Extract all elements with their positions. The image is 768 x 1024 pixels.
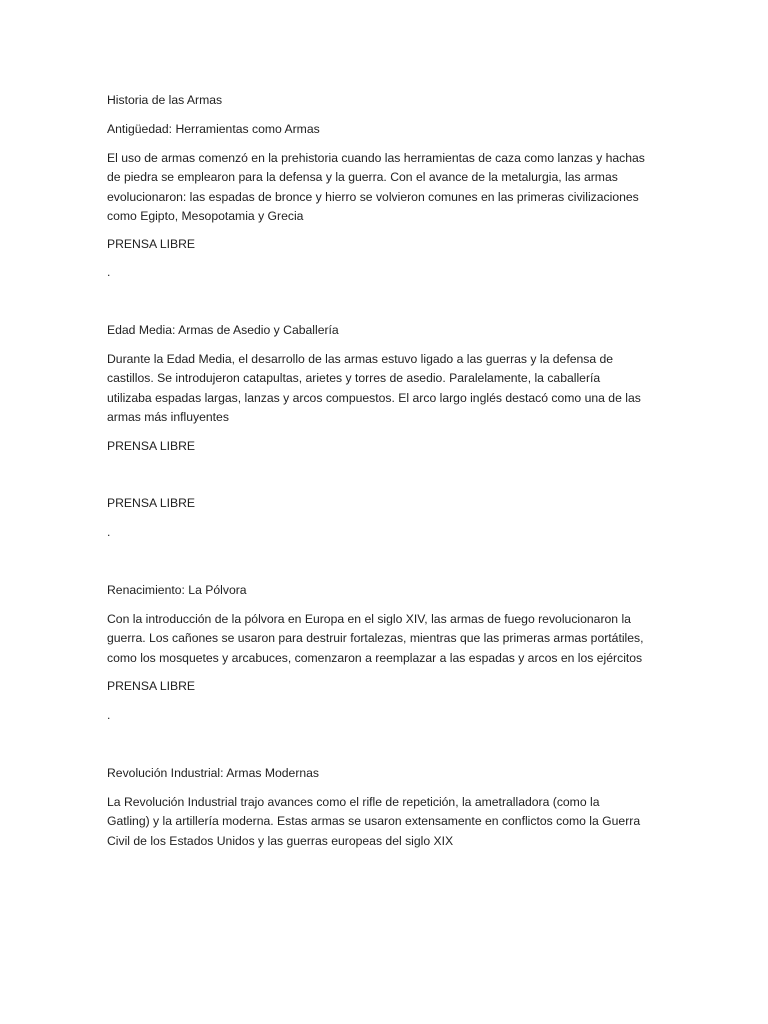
- paragraph-line: Con la introducción de la pólvora en Europa en el siglo XIV, las armas de fuego revolucionaron la: [107, 612, 631, 626]
- section-paragraph: [107, 793, 667, 851]
- paragraph-line: Durante la Edad Media, el desarrollo de las armas estuvo ligado a las guerras y la defensa de: [107, 352, 614, 366]
- dot-marker: .: [107, 525, 111, 539]
- paragraph-line: de piedra se emplearon para la defensa y la guerra. Con el avance de la metalurgia, las armas: [107, 170, 618, 185]
- document-page: [107, 0, 667, 1024]
- paragraph-line: como Egipto, Mesopotamia y Grecia: [107, 208, 304, 223]
- section-paragraph: [107, 149, 667, 226]
- paragraph-line: castillos. Se introdujeron catapultas, arietes y torres de asedio. Paralelamente, la caballería: [107, 371, 601, 386]
- section-heading: Edad Media: Armas de Asedio y Caballería: [107, 323, 339, 337]
- section-heading: Antigüedad: Herramientas como Armas: [107, 122, 320, 136]
- paragraph-line: armas más influyentes: [107, 409, 229, 424]
- paragraph-line: evolucionaron: las espadas de bronce y hierro se volvieron comunes en las primeras civilizaciones: [107, 189, 639, 204]
- source-label: PRENSA LIBRE: [107, 496, 196, 510]
- section-paragraph: [107, 610, 667, 668]
- section-paragraph: [107, 350, 667, 427]
- paragraph-line: El uso de armas comenzó en la prehistoria cuando las herramientas de caza como lanzas y hachas: [107, 151, 645, 165]
- source-label: PRENSA LIBRE: [107, 679, 196, 693]
- paragraph-line: La Revolución Industrial trajo avances como el rifle de repetición, la ametralladora (como la: [107, 795, 600, 809]
- paragraph-line: Gatling) y la artillería moderna. Estas armas se usaron extensamente en conflictos como la Guerra: [107, 814, 641, 829]
- source-label: PRENSA LIBRE: [107, 237, 196, 251]
- source-label: PRENSA LIBRE: [107, 439, 196, 453]
- section-heading: Renacimiento: La Pólvora: [107, 583, 247, 597]
- dot-marker: .: [107, 708, 111, 722]
- paragraph-line: como los mosquetes y arcabuces, comenzaron a reemplazar a las espadas y arcos en los ejércitos: [107, 650, 643, 665]
- document-title: Historia de las Armas: [107, 93, 223, 107]
- section-heading: Revolución Industrial: Armas Modernas: [107, 766, 320, 780]
- dot-marker: .: [107, 265, 111, 279]
- paragraph-line: Civil de los Estados Unidos y las guerras europeas del siglo XIX: [107, 833, 454, 848]
- paragraph-line: utilizaba espadas largas, lanzas y arcos compuestos. El arco largo inglés destacó como una de las: [107, 390, 641, 405]
- paragraph-line: guerra. Los cañones se usaron para destruir fortalezas, mientras que las primeras armas portátiles,: [107, 631, 644, 646]
